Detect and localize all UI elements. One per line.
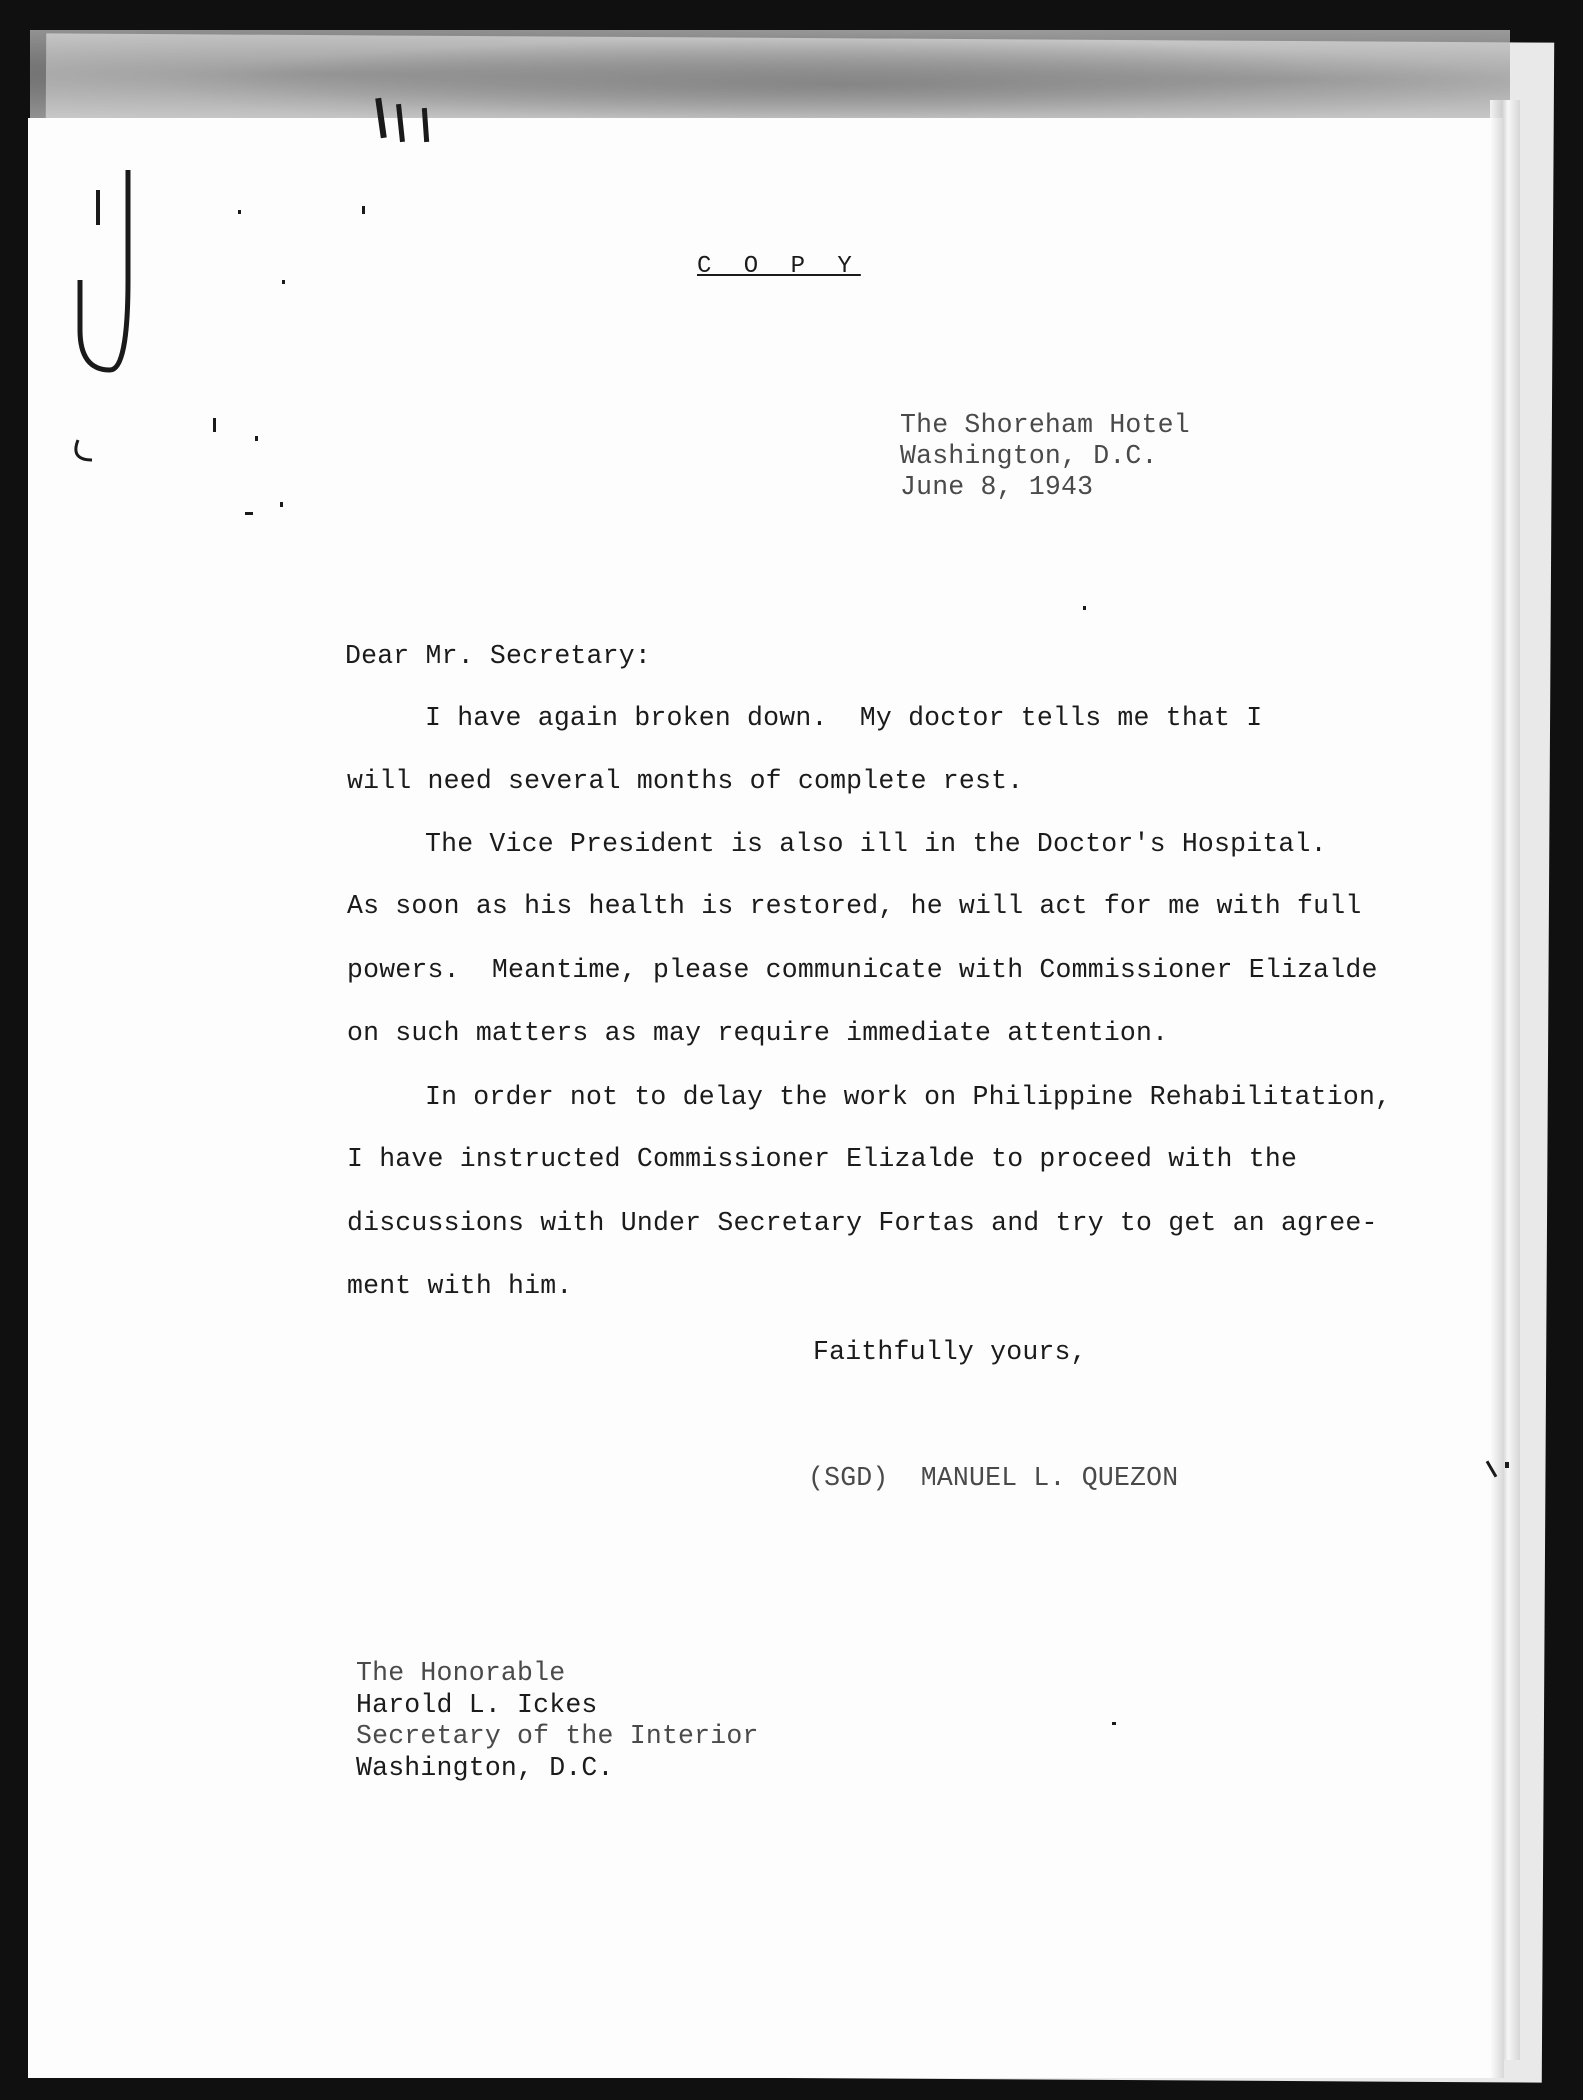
- speck: [238, 210, 241, 214]
- recipient-line: The Honorable: [356, 1658, 566, 1688]
- salutation: Dear Mr. Secretary:: [345, 641, 651, 671]
- body-line: I have again broken down. My doctor tells me that I: [425, 703, 1263, 733]
- body-line: The Vice President is also ill in the Doctor's Hospital.: [425, 829, 1327, 859]
- speck: [213, 418, 216, 432]
- speck: [362, 206, 365, 214]
- speck: [255, 436, 258, 441]
- sender-line: June 8, 1943: [900, 472, 1094, 502]
- copy-heading: C O P Y: [697, 253, 861, 280]
- body-line: will need several months of complete rest.: [347, 766, 1024, 796]
- signature: (SGD) MANUEL L. QUEZON: [808, 1463, 1179, 1493]
- body-line: I have instructed Commissioner Elizalde to proceed with the: [347, 1144, 1298, 1174]
- sender-line: Washington, D.C.: [900, 441, 1158, 471]
- recipient-line: Washington, D.C.: [356, 1753, 614, 1783]
- recipient-line: Harold L. Ickes: [356, 1690, 598, 1720]
- recipient-line: Secretary of the Interior: [356, 1721, 759, 1751]
- closing: Faithfully yours,: [813, 1337, 1087, 1367]
- speck: [1505, 1462, 1509, 1468]
- body-line: on such matters as may require immediate attention.: [347, 1018, 1169, 1048]
- paper-clip-icon: [70, 170, 150, 470]
- page-shadow: [1490, 118, 1504, 2078]
- speck: [282, 280, 285, 284]
- speck: [280, 502, 283, 507]
- speck: [1083, 606, 1086, 610]
- speck: [245, 512, 253, 515]
- body-line: In order not to delay the work on Philippine Rehabilitation,: [425, 1082, 1392, 1112]
- sender-line: The Shoreham Hotel: [900, 410, 1190, 440]
- body-line: ment with him.: [347, 1271, 573, 1301]
- speck: [1112, 1722, 1116, 1725]
- body-line: As soon as his health is restored, he will act for me with full: [347, 891, 1362, 921]
- body-line: powers. Meantime, please communicate with Commissioner Elizalde: [347, 955, 1378, 985]
- body-line: discussions with Under Secretary Fortas and try to get an agree-: [347, 1208, 1378, 1238]
